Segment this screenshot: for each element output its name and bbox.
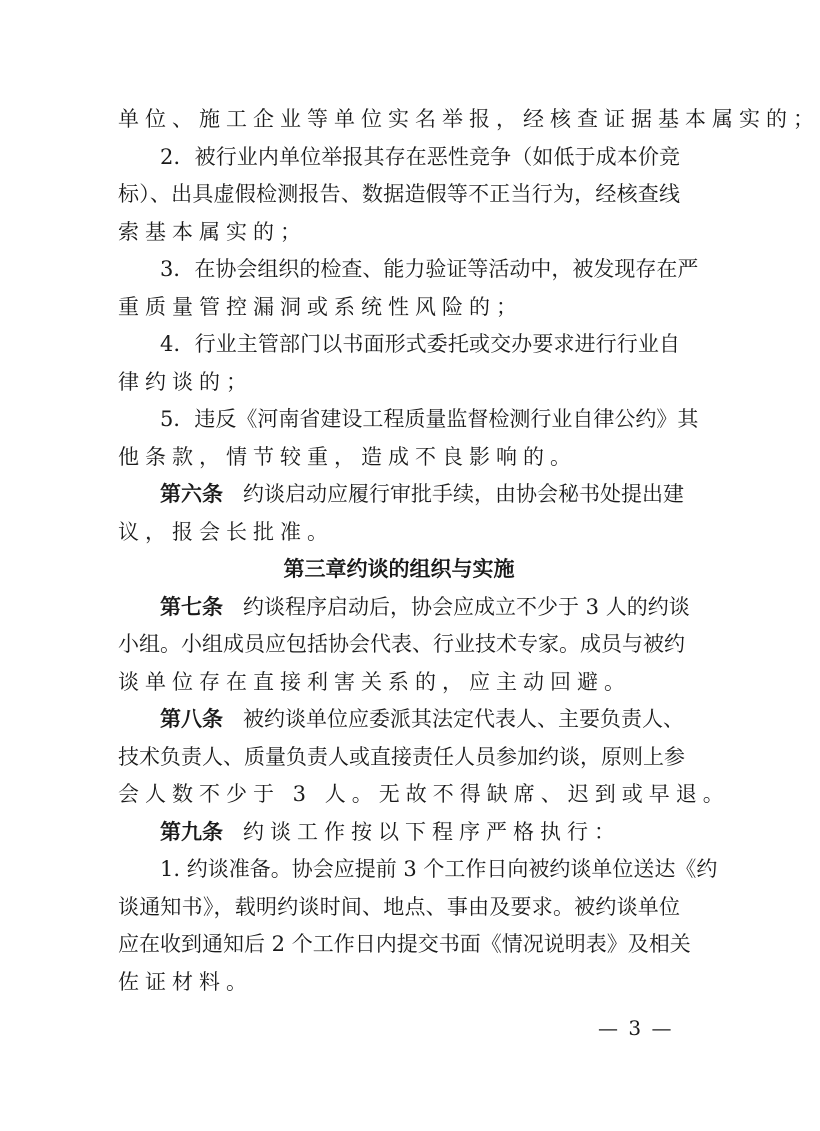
- line-text: 被约谈单位应委派其法定代表人、主要负责人、: [243, 707, 684, 731]
- article-label: 第六条: [160, 482, 223, 506]
- line-text: 律约谈的；: [118, 369, 253, 394]
- line-text: 单位、施工企业等单位实名举报，经核查证据基本属实的；: [118, 107, 820, 131]
- text-line: [118, 289, 680, 327]
- text-line: [118, 776, 730, 814]
- text-line: [118, 101, 820, 139]
- article-paragraph: [118, 814, 680, 852]
- text-line: [118, 251, 699, 289]
- line-text: 1. 约谈准备。协会应提前 3 个工作日向被约谈单位送达《约: [160, 857, 718, 881]
- article-label: 第九条: [160, 819, 223, 844]
- article-label: 第七条: [160, 594, 223, 619]
- line-text: 谈单位存在直接利害关系的，应主动回避。: [118, 669, 631, 694]
- paragraph: [118, 251, 699, 326]
- text-line: [118, 176, 680, 214]
- line-text: 会人数不少于 3 人。无故不得缺席、迟到或早退。: [118, 782, 730, 806]
- text-line: [118, 364, 680, 402]
- text-line: [118, 701, 684, 739]
- line-text: 约谈程序启动后，协会应成立不少于 3 人的约谈: [243, 594, 690, 619]
- line-text: 重质量管控漏洞或系统性风险的；: [118, 294, 523, 319]
- line-text: 技术负责人、质量负责人或直接责任人员参加约谈，原则上参: [118, 744, 685, 769]
- paragraph: [118, 326, 680, 401]
- line-text: 他条款，情节较重，造成不良影响的。: [118, 444, 577, 469]
- text-line: [118, 401, 699, 439]
- article-paragraph: [118, 701, 730, 814]
- text-line: [118, 889, 680, 927]
- line-text: 2．被行业内单位举报其存在恶性竞争（如低于成本价竞: [160, 144, 680, 169]
- line-text: 小组。小组成员应包括协会代表、行业技术专家。成员与被约: [118, 632, 685, 656]
- article-label: 第八条: [160, 707, 223, 731]
- text-line: [118, 964, 680, 1002]
- line-text: 索基本属实的；: [118, 219, 307, 244]
- line-text: 5．违反《河南省建设工程质量监督检测行业自律公约》其: [160, 407, 699, 431]
- text-line: [118, 326, 680, 364]
- text-line: [118, 851, 718, 889]
- line-text: 应在收到通知后 2 个工作日内提交书面《情况说明表》及相关: [118, 932, 691, 956]
- paragraph: [118, 139, 680, 252]
- paragraph: [118, 851, 718, 1001]
- line-text: 约谈启动应履行审批手续，由协会秘书处提出建: [243, 482, 684, 506]
- text-line: [118, 439, 680, 477]
- text-line: [118, 739, 685, 777]
- article-paragraph: [118, 476, 684, 551]
- text-line: [118, 514, 680, 552]
- text-line: [118, 926, 691, 964]
- text-line: [118, 814, 680, 852]
- article-paragraph: [118, 589, 690, 702]
- line-text: 议，报会长批准。: [118, 519, 334, 544]
- line-text: 第三章约谈的组织与实施: [283, 557, 515, 581]
- text-line: [118, 589, 690, 627]
- paragraph: [118, 401, 699, 476]
- text-line: [118, 476, 684, 514]
- text-line: [118, 551, 680, 589]
- page-number: — 3 —: [598, 1016, 674, 1040]
- line-text: 标）、出具虚假检测报告、数据造假等不正当行为，经核查线: [118, 182, 680, 206]
- line-text: 约谈工作按以下程序严格执行：: [243, 819, 621, 844]
- chapter-heading: [118, 551, 680, 589]
- line-text: 4．行业主管部门以书面形式委托或交办要求进行行业自: [160, 332, 680, 356]
- line-text: 谈通知书》，载明约谈时间、地点、事由及要求。被约谈单位: [118, 894, 680, 919]
- text-line: [118, 139, 680, 177]
- line-text: 佐证材料。: [118, 969, 253, 994]
- line-text: 3．在协会组织的检查、能力验证等活动中，被发现存在严: [160, 257, 699, 281]
- text-line: [118, 626, 685, 664]
- text-line: [118, 214, 680, 252]
- paragraph: [118, 101, 820, 139]
- text-line: [118, 664, 680, 702]
- document-body: [118, 101, 820, 1001]
